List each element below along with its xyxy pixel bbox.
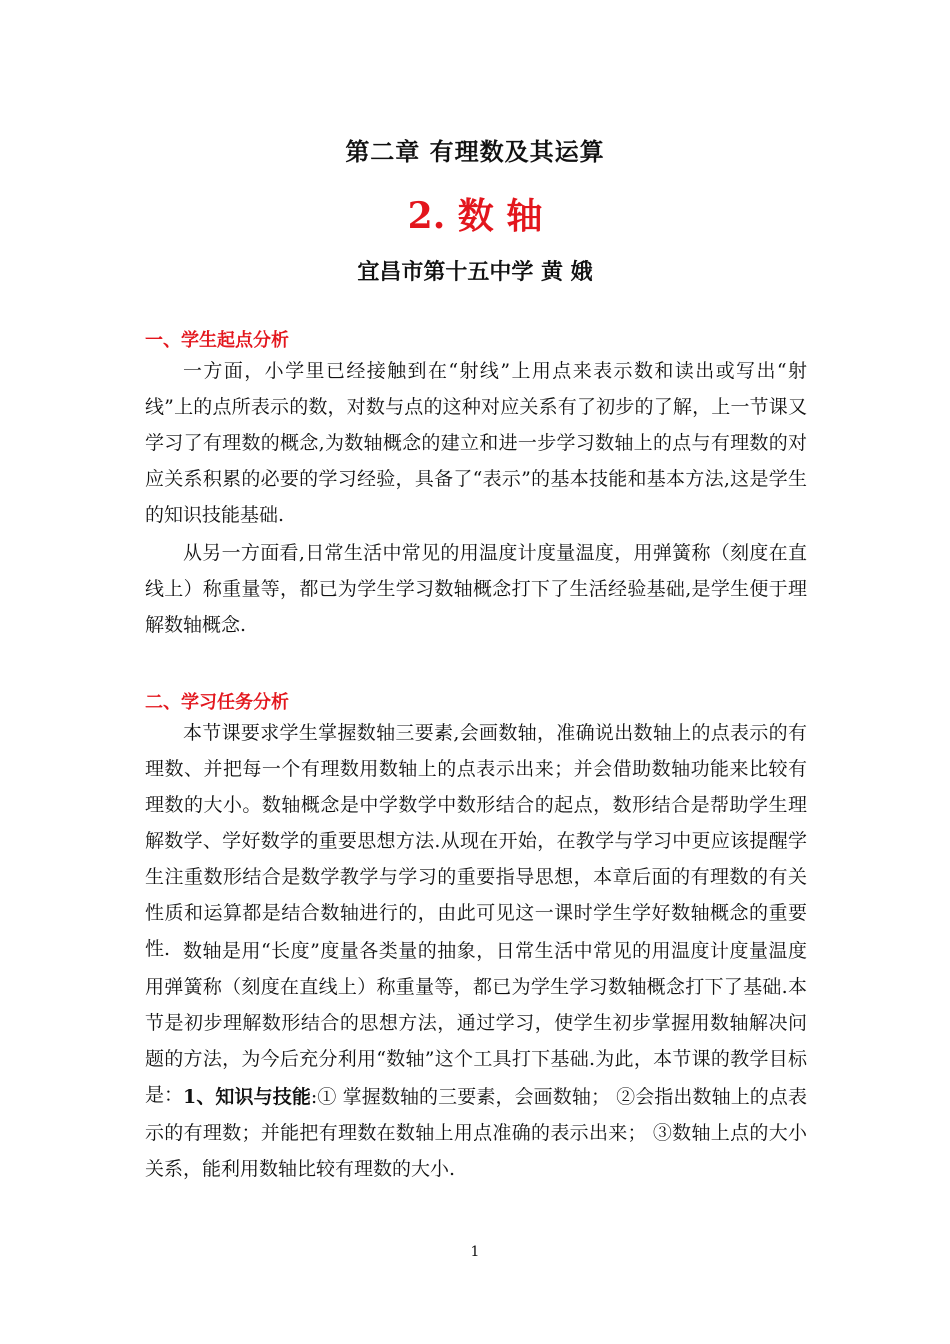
knowledge-skills-text: :① 掌握数轴的三要素，会画数轴； ②会指出数轴上的点表示的有理数；并能把有理数在数轴上用点准确的表示出来； ③数轴上点的大小关系，能利用数轴比较有理数的大小. [145,1086,807,1180]
chapter-title: 第二章 有理数及其运算 [345,137,605,166]
author-line: 宜昌市第十五中学 黄 娥 [357,259,593,285]
paragraph: 本节课要求学生掌握数轴三要素,会画数轴，准确说出数轴上的点表示的有理数、并把每一个有理数用数轴上的点表示出来；并会借助数轴功能来比较有理数的大小。数轴概念是中学数学中数形结合的起点，数形结合是帮助学生理解数学、学好数学的重要思想方法.从现在开始，在教学与学习中更应该提醒学生注重数形结合是数学教学与学习的重要指导思想，本章后面的有理数的有关性质和运算都是结合数轴进行的，由此可见这一课时学生学好数轴概念的重要性. [145,722,807,960]
knowledge-skills-label: 1、知识与技能 [183,1086,311,1108]
paragraph: 一方面，小学里已经接触到在“射线”上用点来表示数和读出或写出“射线”上的点所表示的数，对数与点的这种对应关系有了初步的了解，上一节课又学习了有理数的概念,为数轴概念的建立和进一步学习数轴上的点与有理数的对应关系积累的必要的学习经验，具备了“表示”的基本技能和基本方法,这是学生的知识技能基础. [145,360,807,526]
page-number: 1 [470,1244,480,1260]
paragraph-knowledge-skills [145,1079,807,1187]
paragraph: 从另一方面看,日常生活中常见的用温度计度量温度，用弹簧称（刻度在直线上）称重量等，都已为学生学习数轴概念打下了生活经验基础,是学生便于理解数轴概念. [145,542,807,636]
paragraph: 数轴是用“长度”度量各类量的抽象，日常生活中常见的用温度计度量温度用弹簧称（刻度在直线上）称重量等，都已为学生学习数轴概念打下了基础.本节是初步理解数形结合的思想方法，通过学习，使学生初步掌握用数轴解决问题的方法，为今后充分利用“数轴”这个工具打下基础.为此，本节课的教学目标是： [145,940,807,1106]
section-heading-task-analysis: 二、学习任务分析 [145,692,289,713]
section-heading-student-analysis: 一、学生起点分析 [145,330,289,351]
lesson-title: 2. 数 轴 [407,195,543,237]
